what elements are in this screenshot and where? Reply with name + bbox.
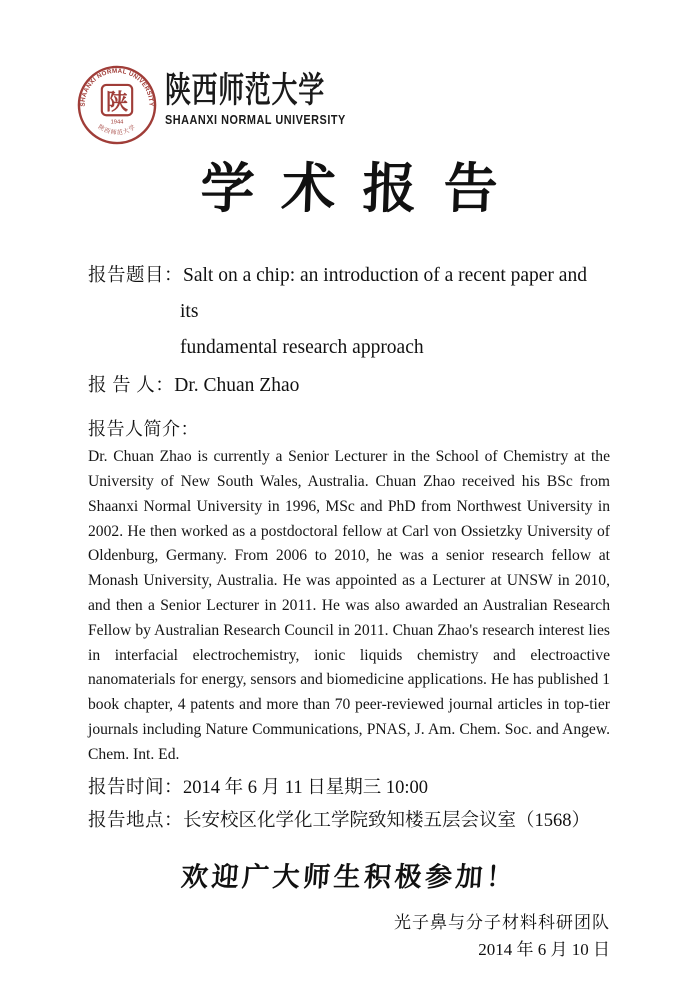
university-name-english: SHAANXI NORMAL UNIVERSITY: [165, 112, 346, 127]
university-logo: [76, 64, 610, 148]
welcome-line: 欢迎广大师生积极参加！: [180, 861, 518, 892]
signature-date: 2014 年 6 月 10 日: [478, 939, 610, 959]
seal-ring-text-top: SHAANXI NORMAL UNIVERSITY: [79, 67, 155, 107]
bio-label-row: [88, 416, 610, 442]
university-wordmark: [165, 64, 381, 127]
topic-row: [88, 258, 610, 366]
university-name-chinese: 陕西师范大学: [165, 71, 325, 110]
speaker-name: Dr. Chuan Zhao: [174, 375, 300, 397]
bio-label: 报告人简介：: [88, 419, 199, 440]
venue-value: 长安校区化学化工学院致知楼五层会议室（1568）: [183, 810, 591, 831]
time-label: 报告时间：: [88, 777, 184, 798]
topic-line-2: fundamental research approach: [180, 337, 424, 359]
seal-ring-text-bottom: 陕西师范大学: [96, 124, 138, 137]
seal-character: 陕: [105, 89, 129, 115]
speaker-bio-paragraph: Dr. Chuan Zhao is currently a Senior Lecturer in the School of Chemistry at the University of New South Wales, Australia. Chuan Zhao received his BSc from Shaanxi Normal University in 1996, MSc and PhD from Northwest University in 2002. He then worked as a postdoctoral fellow at Carl von Ossietzky University of Oldenburg, Germany. From 2006 to 2010, he was a senior research fellow at Monash University, Australia. He was appointed as a Lecturer at UNSW in 2010, and then a Senior Lecturer in 2011. He was also awarded an Australian Research Fellow by Australian Research Council in 2011. Chuan Zhao's research interest lies in interfacial electrochemistry, ionic liquids chemistry and electroactive nanomaterials for energy, sensors and biomedicine applications. He has published 1 book chapter, 4 patents and more than 70 peer-reviewed journal articles in top-tier journals including Nature Communications, PNAS, J. Am. Chem. Soc. and Angew. Chem. Int. Ed.: [88, 448, 610, 763]
page-title: 学术报告: [199, 159, 526, 219]
university-seal-icon: [76, 64, 158, 146]
speaker-label: 报 告 人：: [88, 376, 175, 397]
speaker-row: [88, 373, 610, 399]
venue-row: [88, 808, 610, 834]
topic-label: 报告题目：: [88, 266, 184, 287]
topic-line-1: Salt on a chip: an introduction of a recent paper and its: [180, 265, 587, 323]
time-value: 2014 年 6 月 11 日星期三 10:00: [183, 777, 428, 798]
venue-label: 报告地点：: [88, 810, 184, 831]
time-row: [88, 775, 610, 801]
seal-founding-year: 1944: [110, 119, 124, 126]
signature-team: 光子鼻与分子材料科研团队: [394, 912, 610, 932]
